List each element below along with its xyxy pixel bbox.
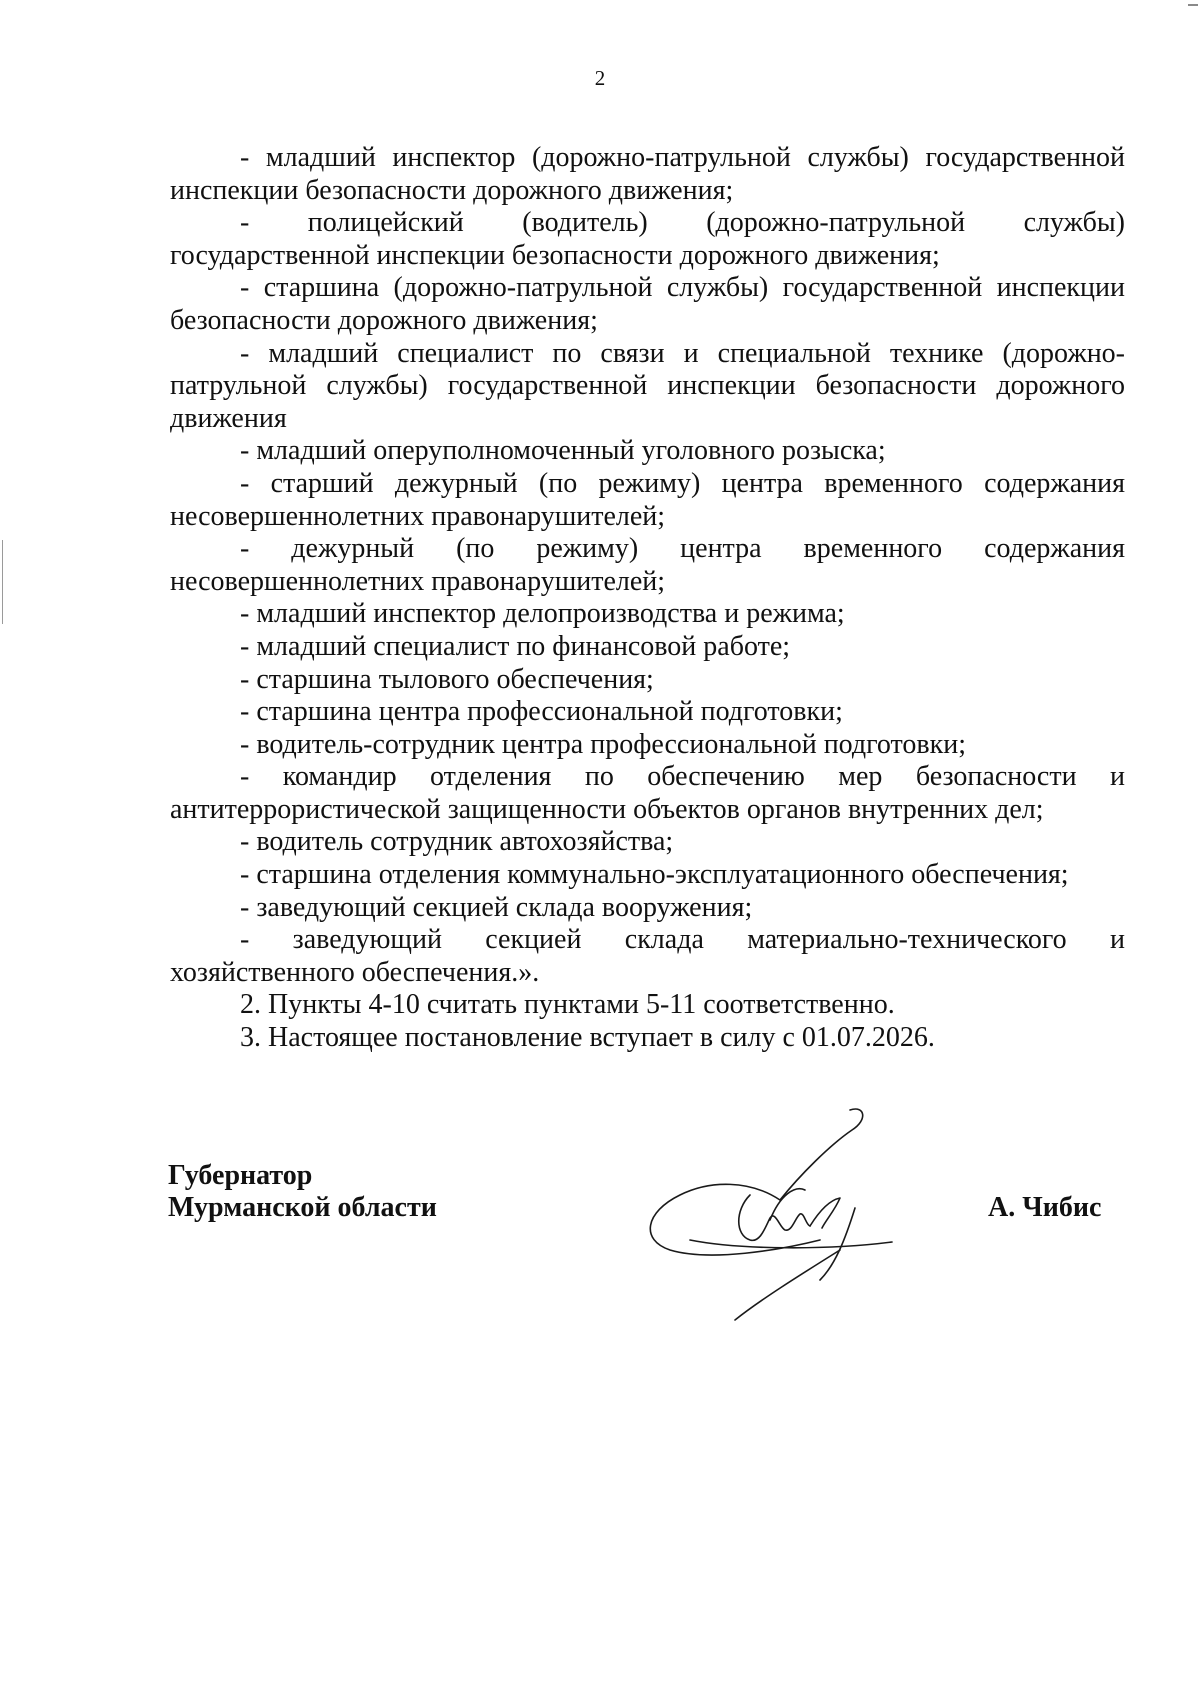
list-item: - младший специалист по финансовой работе; [240, 630, 791, 662]
list-item: - младший специалист по связи и специальной технике (дорожно-патрульной службы) государственной инспекции безопасности дорожного движения [170, 337, 1125, 434]
clause-3: 3. Настоящее постановление вступает в силу с 01.07.2026. [240, 1022, 935, 1054]
list-item: - старшина тылового обеспечения; [240, 663, 654, 695]
list-item: - младший инспектор (дорожно-патрульной службы) государственной инспекции безопасности дорожного движения; [170, 142, 1125, 206]
signatory-title-line1: Губернатор [168, 1160, 313, 1191]
list-item: - старший дежурный (по режиму) центра временного содержания несовершеннолетних правонарушителей; [170, 467, 1125, 532]
list-item: - заведующий секцией склада вооружения; [240, 891, 753, 923]
handwritten-signature [630, 1100, 900, 1330]
list-item: - старшина центра профессиональной подготовки; [240, 696, 843, 728]
list-item: - водитель сотрудник автохозяйства; [240, 826, 674, 858]
list-item: - дежурный (по режиму) центра временного содержания несовершеннолетних правонарушителей; [170, 533, 1125, 597]
page-number: 2 [594, 66, 606, 90]
list-item: - командир отделения по обеспечению мер безопасности и антитеррористической защищенности объектов органов внутренних дел; [170, 761, 1125, 825]
list-item: - младший оперуполномоченный уголовного розыска; [240, 435, 886, 467]
scan-edge-artifact [2, 540, 3, 624]
list-item: - полицейский (водитель) (дорожно-патрульной службы) государственной инспекции безопасности дорожного движения; [170, 207, 1125, 271]
list-item: - старшина отделения коммунально-эксплуатационного обеспечения; [240, 859, 1069, 891]
list-item: - заведующий секцией склада материально-технического и хозяйственного обеспечения.». [170, 924, 1125, 988]
signatory-title [168, 1160, 437, 1224]
document-body [170, 142, 1125, 1055]
signatory-title-line2: Мурманской области [168, 1192, 437, 1223]
clause-2: 2. Пункты 4-10 считать пунктами 5-11 соответственно. [240, 989, 895, 1021]
list-item: - младший инспектор делопроизводства и режима; [240, 598, 845, 630]
list-item: - старшина (дорожно-патрульной службы) государственной инспекции безопасности дорожного движения; [170, 272, 1125, 336]
signatory-name: А. Чибис [988, 1192, 1102, 1223]
scan-artifact-mark [1188, 4, 1198, 6]
list-item: - водитель-сотрудник центра профессиональной подготовки; [240, 728, 966, 760]
